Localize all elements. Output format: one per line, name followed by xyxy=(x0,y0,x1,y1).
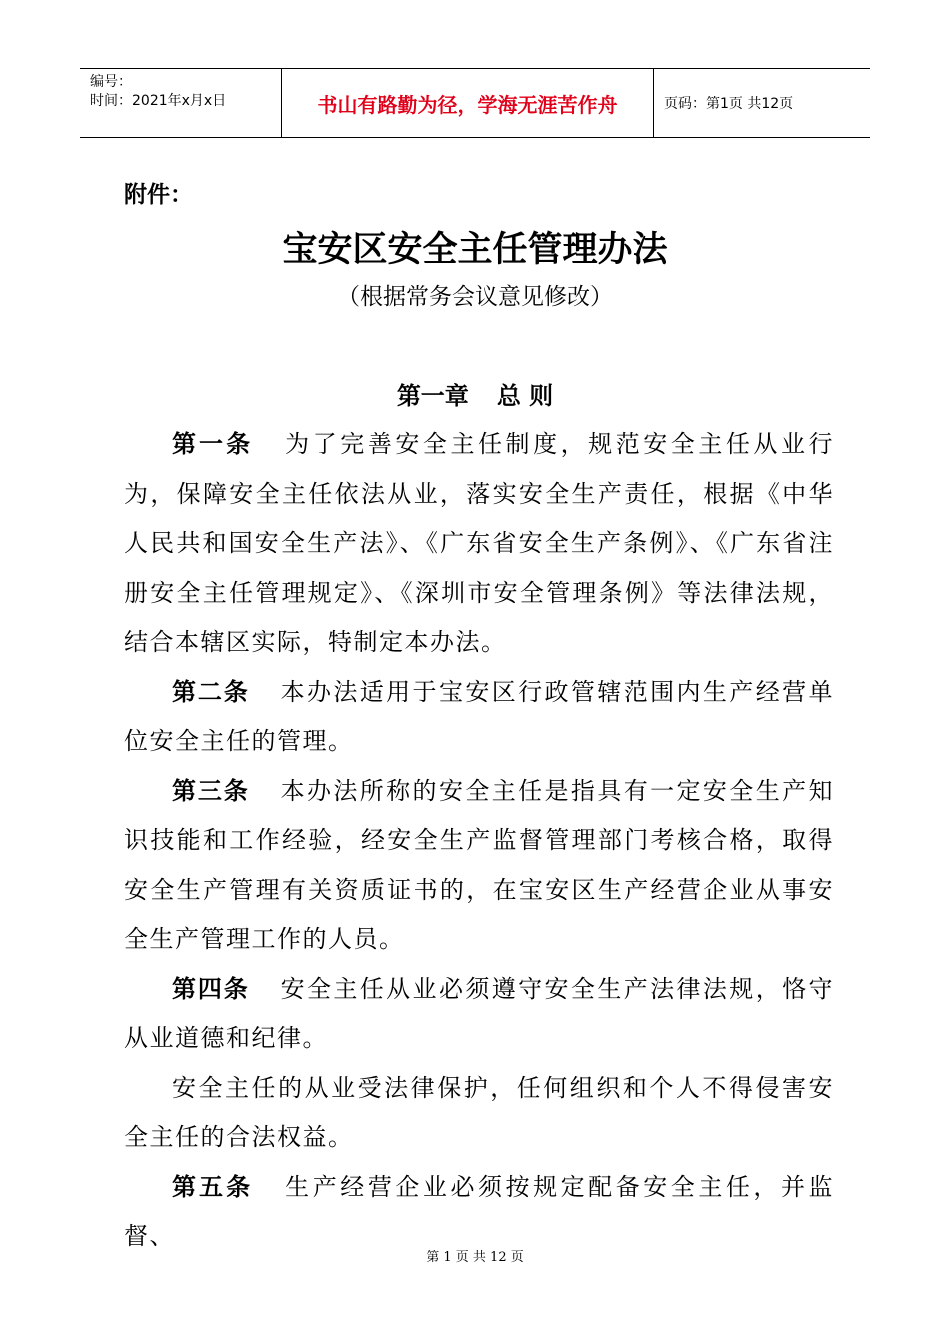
article-label: 第一条 xyxy=(172,430,254,458)
article-paragraph xyxy=(124,668,834,767)
document-time-label: 时间：2021年x月x日 xyxy=(90,93,227,109)
body-paragraph: 安全主任的从业受法律保护，任何组织和个人不得侵害安全主任的合法权益。 xyxy=(124,1073,834,1151)
article-label: 第三条 xyxy=(172,776,250,805)
header-motto: 书山有路勤为径，学海无涯苦作舟 xyxy=(282,69,654,137)
document-title: 宝安区安全主任管理办法 xyxy=(282,230,668,270)
page-header xyxy=(80,68,870,138)
article-text: 为了完善安全主任制度，规范安全主任从业行为，保障安全主任依法从业，落实安全生产责任，根据《中华人民共和国安全生产法》、《广东省安全生产条例》、《广东省注册安全主任管理规定》、《深圳市安全管理条例》等法律法规，结合本辖区实际，特制定本办法。 xyxy=(124,430,835,656)
document-number-label: 编号： xyxy=(90,74,132,90)
article-text: 生产经营企业必须按规定配备安全主任，并监督、 xyxy=(124,1172,835,1250)
chapter-title: 总 则 xyxy=(496,382,554,410)
article-text: 本办法适用于宝安区行政管辖范围内生产经营单位安全主任的管理。 xyxy=(124,677,834,755)
chapter-number: 第一章 xyxy=(396,382,469,410)
attachment-label: 附件： xyxy=(124,182,193,208)
article-list xyxy=(124,420,834,1262)
article-label: 第四条 xyxy=(172,974,250,1003)
header-page-info: 页码：第1页 共12页 xyxy=(664,96,794,112)
article-text: 本办法所称的安全主任是指具有一定安全生产知识技能和工作经验，经安全生产监督管理部门考核合格，取得安全生产管理有关资质证书的，在宝安区生产经营企业从事安全生产管理工作的人员。 xyxy=(124,776,834,953)
article-paragraph xyxy=(124,767,834,965)
page-footer: 第 1 页 共 12 页 xyxy=(426,1250,524,1265)
header-meta xyxy=(80,69,282,137)
article-paragraph xyxy=(124,965,834,1064)
document-subtitle: （根据常务会议意见修改） xyxy=(337,284,613,310)
article-paragraph xyxy=(124,420,834,668)
article-label: 第二条 xyxy=(172,677,250,706)
article-label: 第五条 xyxy=(172,1172,254,1201)
chapter-heading xyxy=(0,376,950,411)
article-text: 安全主任从业必须遵守安全生产法律法规，恪守从业道德和纪律。 xyxy=(124,974,834,1052)
